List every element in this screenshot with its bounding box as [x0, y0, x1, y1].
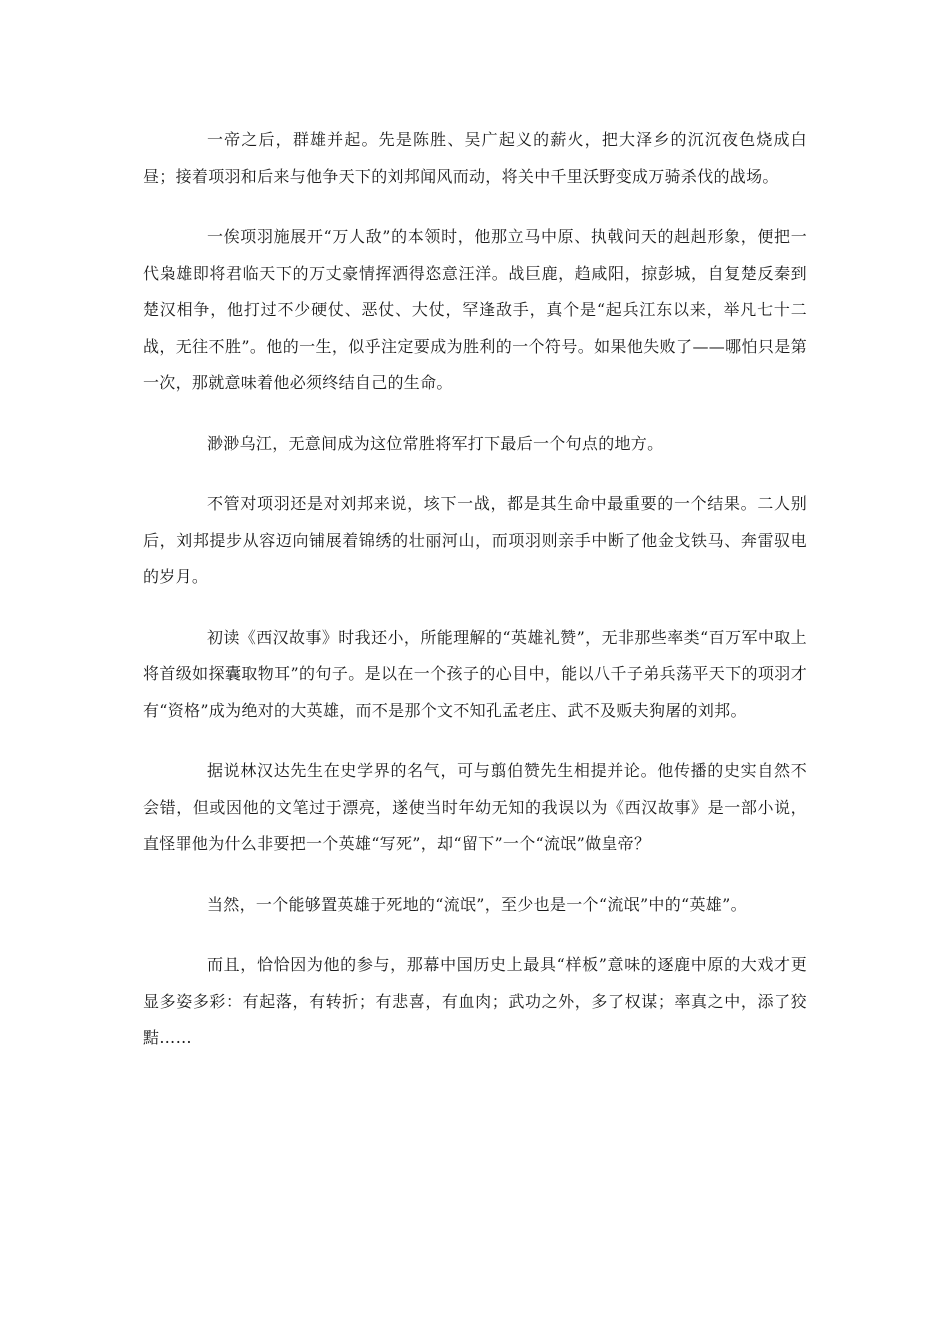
paragraph: 据说林汉达先生在史学界的名气，可与翦伯赞先生相提并论。他传播的史实自然不会错，但或因他的文笔过于漂亮，遂使当时年幼无知的我误以为《西汉故事》是一部小说，直怪罪他为什么非要把一个英雄“写死”，却“留下”一个“流氓”做皇帝？	[143, 761, 807, 853]
document-body	[143, 122, 807, 1057]
paragraph: 渺渺乌江，无意间成为这位常胜将军打下最后一个句点的地方。	[207, 433, 664, 453]
paragraph: 当然，一个能够置英雄于死地的“流氓”，至少也是一个“流氓”中的“英雄”。	[207, 894, 747, 914]
paragraph: 初读《西汉故事》时我还小，所能理解的“英雄礼赞”，无非那些率类“百万军中取上将首级如探囊取物耳”的句子。是以在一个孩子的心目中，能以八千子弟兵荡平天下的项羽才有“资格”成为绝对的大英雄，而不是那个文不知孔孟老庄、武不及贩夫狗屠的刘邦。	[143, 627, 807, 720]
paragraph: 而且，恰恰因为他的参与，那幕中国历史上最具“样板”意味的逐鹿中原的大戏才更显多姿多彩：有起落，有转折；有悲喜，有血肉；武功之外，多了权谋；率真之中，添了狡黠……	[143, 955, 807, 1047]
paragraph: 一俟项羽施展开“万人敌”的本领时，他那立马中原、执戟问天的赳赳形象，便把一代枭雄即将君临天下的万丈豪情挥洒得恣意汪洋。战巨鹿，趋咸阳，掠彭城，自复楚反秦到楚汉相争，他打过不少硬仗、恶仗、大仗，罕逢敌手，真个是“起兵江东以来，举凡七十二战，无往不胜”。他的一生，似乎注定要成为胜利的一个符号。如果他失败了——哪怕只是第一次，那就意味着他必须终结自己的生命。	[143, 227, 807, 392]
paragraph: 一帝之后，群雄并起。先是陈胜、吴广起义的薪火，把大泽乡的沉沉夜色烧成白昼；接着项羽和后来与他争天下的刘邦闻风而动，将关中千里沃野变成万骑杀伐的战场。	[143, 130, 807, 186]
paragraph: 不管对项羽还是对刘邦来说，垓下一战，都是其生命中最重要的一个结果。二人别后，刘邦提步从容迈向铺展着锦绣的壮丽河山，而项羽则亲手中断了他金戈铁马、奔雷驭电的岁月。	[143, 494, 807, 586]
